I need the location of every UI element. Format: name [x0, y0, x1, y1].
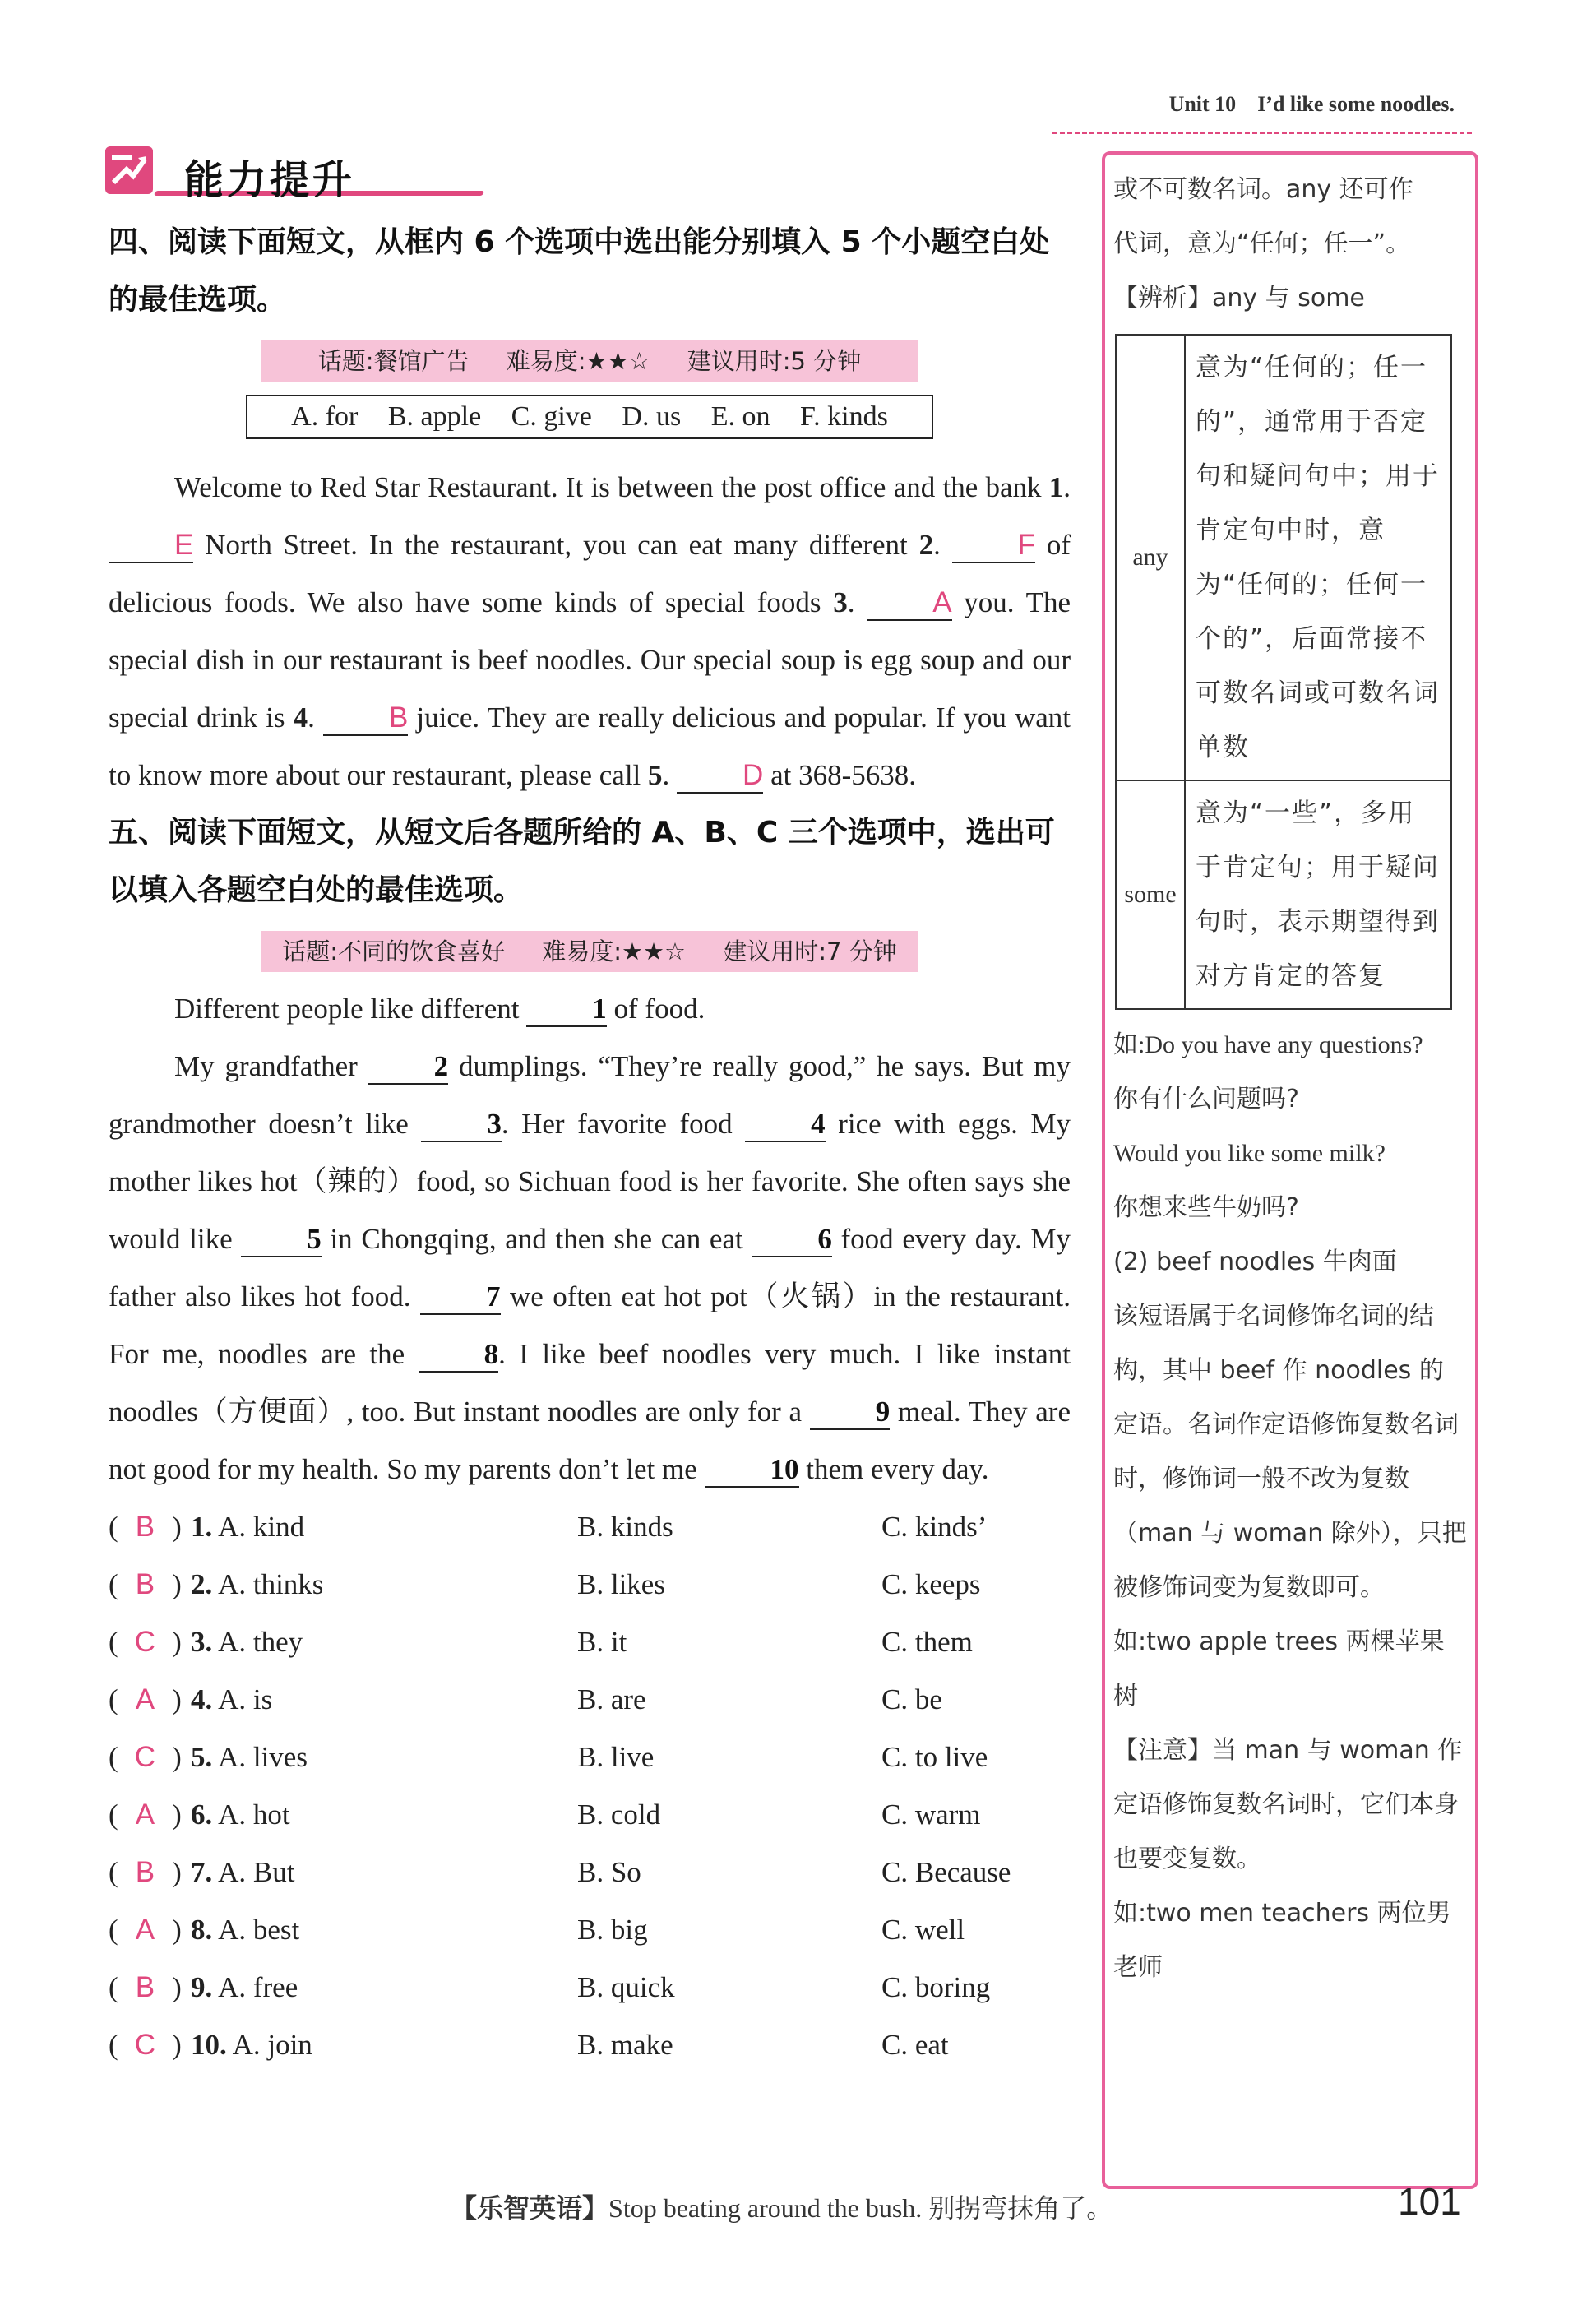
option-b: B. apple: [387, 401, 482, 432]
answer-choice[interactable]: A: [135, 1683, 155, 1715]
question-row: ( B ) 1. A. kind B. kinds C. kinds’: [109, 1498, 1071, 1556]
page-footer: [451, 2187, 1113, 2225]
blank-number: 1: [1048, 471, 1064, 503]
answer-blank[interactable]: E: [109, 529, 193, 563]
option-b-text: B. So: [577, 1856, 641, 1888]
passage-text: food every day. My father also likes hot food.: [109, 1223, 1071, 1312]
question-number: 7.: [191, 1856, 213, 1888]
passage-text: rice with eggs. My mother likes hot（辣的）food, so Sichuan food is her favorite. She often says she would like: [109, 1108, 1071, 1255]
option-c-text: C. be: [881, 1683, 942, 1715]
question-row: ( B ) 9. A. free B. quick C. boring: [109, 1959, 1071, 2016]
answer-blank[interactable]: A: [867, 586, 951, 621]
option-a-text: A. hot: [218, 1798, 290, 1831]
passage-text: you. The special dish in our restaurant is beef noodles. Our special soup is egg soup and our special drink is: [109, 586, 1071, 734]
note-heading: (2) beef noodles 牛肉面: [1113, 1248, 1397, 1276]
option-c-text: C. eat: [881, 2029, 949, 2061]
answer-choice[interactable]: B: [135, 1568, 155, 1600]
answer-choice[interactable]: C: [134, 1626, 156, 1658]
example-translation: 你想来些牛奶吗?: [1113, 1193, 1299, 1222]
passage-text: in Chongqing, and then she can eat: [321, 1223, 752, 1255]
option-a-text: A. free: [218, 1971, 298, 2003]
note-line: 或不可数名词。any 还可作: [1113, 175, 1413, 204]
passage-text: Welcome to Red Star Restaurant. It is between the post office and the bank: [174, 471, 1049, 503]
passage-text: My grandfather: [174, 1050, 368, 1082]
passage-text: at 368-5638.: [763, 759, 916, 791]
blank-number: 4: [293, 701, 308, 734]
time-label: 建议用时:5 分钟: [687, 347, 862, 375]
section-badge: [105, 141, 381, 203]
cloze-blank[interactable]: 7: [420, 1280, 501, 1315]
example-line: 如:Do you have any questions?: [1113, 1031, 1423, 1058]
question-number: 3.: [191, 1626, 213, 1658]
section5-passage-body: [109, 1038, 1071, 1498]
option-b-text: B. live: [577, 1741, 655, 1773]
question-row: ( A ) 6. A. hot B. cold C. warm: [109, 1786, 1071, 1844]
topic-label: 话题:不同的饮食喜好: [282, 937, 506, 965]
question-row: ( B ) 7. A. But B. So C. Because: [109, 1844, 1071, 1901]
passage-text: . I like beef noodles very much. I like instant noodles（方便面）, too. But instant noodles are only for a: [109, 1338, 1071, 1428]
cloze-blank[interactable]: 8: [419, 1338, 499, 1373]
option-a-text: A. join: [232, 2029, 312, 2061]
question-number: 4.: [191, 1683, 213, 1715]
option-c-text: C. them: [881, 1626, 973, 1658]
example-line: 如:two men teachers 两位男老师: [1113, 1899, 1451, 1982]
difficulty-label: 难易度:★★☆: [506, 347, 650, 375]
option-d: D. us: [622, 401, 682, 432]
cloze-blank[interactable]: 4: [745, 1108, 826, 1142]
section4-passage: Welcome to Red Star Restaurant. It is between the post office and the bank 1. E North Street. In the restaurant, you can eat many different 2. F of delicious foods. We also have some kinds of special foods 3. A you. The special dish in our restaurant is beef noodles. Our special soup is egg soup and our special drink is 4. B juice. They are really delicious and popular. If you want to know more about our restaurant, please call 5. D at 368-5638.: [109, 459, 1071, 804]
blank-number: 3: [833, 586, 848, 618]
option-a-text: A. is: [218, 1683, 273, 1715]
table-desc-any: 意为“任何的；任一的”，通常用于否定句和疑问句中；用于肯定句中时，意为“任何的；任何一个的”，后面常接不可数名词或可数名词单数: [1185, 335, 1451, 780]
passage-text: North Street. In the restaurant, you can eat many different: [193, 529, 919, 561]
option-a-text: A. thinks: [218, 1568, 324, 1600]
main-column: [109, 214, 1071, 2074]
notes-sidebar: [1102, 151, 1478, 2189]
blank-number: 2: [918, 529, 934, 561]
question-number: 10.: [191, 2029, 227, 2061]
option-a-text: A. kind: [218, 1511, 305, 1543]
section4-instruction: 四、阅读下面短文，从框内 6 个选项中选出能分别填入 5 个小题空白处的最佳选项。: [109, 225, 1050, 317]
difficulty-label: 难易度:★★☆: [542, 937, 687, 965]
option-b-text: B. likes: [577, 1568, 665, 1600]
answer-choice[interactable]: B: [135, 1856, 155, 1888]
cloze-blank[interactable]: 5: [241, 1223, 322, 1257]
option-b-text: B. are: [577, 1683, 646, 1715]
cloze-blank[interactable]: 1: [526, 993, 607, 1027]
answer-choice[interactable]: C: [134, 1741, 156, 1773]
note-paragraph: 该短语属于名词修饰名词的结构，其中 beef 作 noodles 的定语。名词作定语修饰复数名词时，修饰词一般不改为复数（man 与 woman 除外），只把被修饰词变为复数即可。: [1113, 1302, 1467, 1602]
answer-blank[interactable]: D: [677, 759, 763, 794]
table-key-any: any: [1116, 335, 1185, 780]
answer-choice[interactable]: A: [135, 1914, 155, 1946]
answer-choice[interactable]: B: [135, 1971, 155, 2003]
page-number: 101: [1398, 2180, 1461, 2223]
section4-topic-bar: [261, 340, 918, 382]
answer-blank[interactable]: F: [952, 529, 1035, 563]
options-box: [246, 395, 933, 439]
topic-label: 话题:餐馆广告: [317, 347, 470, 375]
passage-text: of delicious foods. We also have some kinds of special foods: [109, 529, 1071, 618]
table-row: [1116, 335, 1451, 780]
option-e: E. on: [710, 401, 770, 432]
section5-passage-intro: [109, 980, 1071, 1038]
passage-text: of food.: [606, 993, 705, 1025]
option-b-text: B. it: [577, 1626, 627, 1658]
chart-arrow-icon: [105, 146, 153, 194]
example-translation: 你有什么问题吗?: [1113, 1085, 1299, 1113]
option-a-text: A. lives: [218, 1741, 308, 1773]
question-number: 6.: [191, 1798, 213, 1831]
option-c-text: C. to live: [881, 1741, 988, 1773]
question-number: 5.: [191, 1741, 213, 1773]
option-b-text: B. kinds: [577, 1511, 673, 1543]
option-c-text: C. well: [881, 1914, 965, 1946]
option-c-text: C. kinds’: [881, 1511, 988, 1543]
question-row: ( C ) 10. A. join B. make C. eat: [109, 2016, 1071, 2074]
footer-proverb: Stop beating around the bush. 别拐弯抹角了。: [608, 2193, 1113, 2223]
unit-number: Unit 10: [1168, 92, 1237, 116]
option-c-text: C. Because: [881, 1856, 1011, 1888]
option-f: F. kinds: [799, 401, 888, 432]
note-line: 代词，意为“任何；任一”。: [1113, 229, 1411, 258]
time-label: 建议用时:7 分钟: [723, 937, 897, 965]
option-c-text: C. keeps: [881, 1568, 981, 1600]
cloze-blank[interactable]: 6: [752, 1223, 832, 1257]
question-list: [109, 1498, 1071, 2074]
option-a-text: A. they: [218, 1626, 303, 1658]
passage-text: . Her favorite food: [501, 1108, 746, 1140]
any-some-table: [1115, 334, 1452, 1010]
answer-choice[interactable]: A: [135, 1798, 155, 1831]
passage-text: them every day.: [798, 1453, 989, 1485]
cloze-blank[interactable]: 9: [810, 1396, 891, 1430]
cloze-blank[interactable]: 2: [368, 1050, 449, 1085]
section5-instruction: 五、阅读下面短文，从短文后各题所给的 A、B、C 三个选项中，选出可以填入各题空白处的最佳选项。: [109, 816, 1055, 907]
header-divider: [1052, 132, 1472, 134]
passage-text: meal. They are not good for my health. So my parents don’t let me: [109, 1396, 1071, 1485]
question-row: ( A ) 4. A. is B. are C. be: [109, 1671, 1071, 1729]
passage-text: dumplings. “They’re really good,” he says. But my grandmother doesn’t like: [109, 1050, 1071, 1140]
example-line: Would you like some milk?: [1113, 1140, 1386, 1167]
option-b-text: B. make: [577, 2029, 673, 2061]
blank-number: 5: [648, 759, 663, 791]
answer-choice[interactable]: C: [134, 2029, 156, 2061]
option-a-text: A. best: [218, 1914, 300, 1946]
section5-topic-bar: [261, 931, 918, 972]
question-number: 1.: [191, 1511, 213, 1543]
answer-choice[interactable]: B: [135, 1511, 155, 1543]
note-heading: 【辨析】any 与 some: [1113, 284, 1365, 312]
cloze-blank[interactable]: 10: [705, 1453, 799, 1488]
table-key-some: some: [1116, 780, 1185, 1009]
question-row: ( C ) 5. A. lives B. live C. to live: [109, 1729, 1071, 1786]
option-a: A. for: [291, 401, 359, 432]
passage-text: we often eat hot pot（火锅）in the restaurant. For me, noodles are the: [109, 1280, 1071, 1370]
badge-label: 能力提升: [184, 157, 356, 203]
option-c-text: C. boring: [881, 1971, 991, 2003]
note-paragraph: 【注意】当 man 与 woman 作定语修饰复数名词时，它们本身也要变复数。: [1113, 1736, 1463, 1873]
answer-blank[interactable]: B: [323, 701, 408, 736]
question-number: 8.: [191, 1914, 213, 1946]
passage-text: Different people like different: [174, 993, 527, 1025]
option-b-text: B. quick: [577, 1971, 675, 2003]
table-desc-some: 意为“一些”，多用于肯定句；用于疑问句时，表示期望得到对方肯定的答复: [1185, 780, 1451, 1009]
table-row: [1116, 780, 1451, 1009]
unit-header: [1169, 92, 1455, 117]
cloze-blank[interactable]: 3: [421, 1108, 502, 1142]
option-a-text: A. But: [218, 1856, 295, 1888]
option-b-text: B. big: [577, 1914, 648, 1946]
example-line: 如:two apple trees 两棵苹果树: [1113, 1627, 1445, 1711]
footer-brand: 【乐智英语】: [451, 2192, 609, 2224]
question-row: ( B ) 2. A. thinks B. likes C. keeps: [109, 1556, 1071, 1613]
option-c-text: C. warm: [881, 1798, 981, 1831]
unit-title: I’d like some noodles.: [1257, 92, 1455, 116]
question-number: 2.: [191, 1568, 213, 1600]
question-row: ( C ) 3. A. they B. it C. them: [109, 1613, 1071, 1671]
option-c: C. give: [511, 401, 592, 432]
question-row: ( A ) 8. A. best B. big C. well: [109, 1901, 1071, 1959]
passage-text: juice. They are really delicious and popular. If you want to know more about our restaurant, please call: [109, 701, 1071, 791]
option-b-text: B. cold: [577, 1798, 661, 1831]
question-number: 9.: [191, 1971, 213, 2003]
